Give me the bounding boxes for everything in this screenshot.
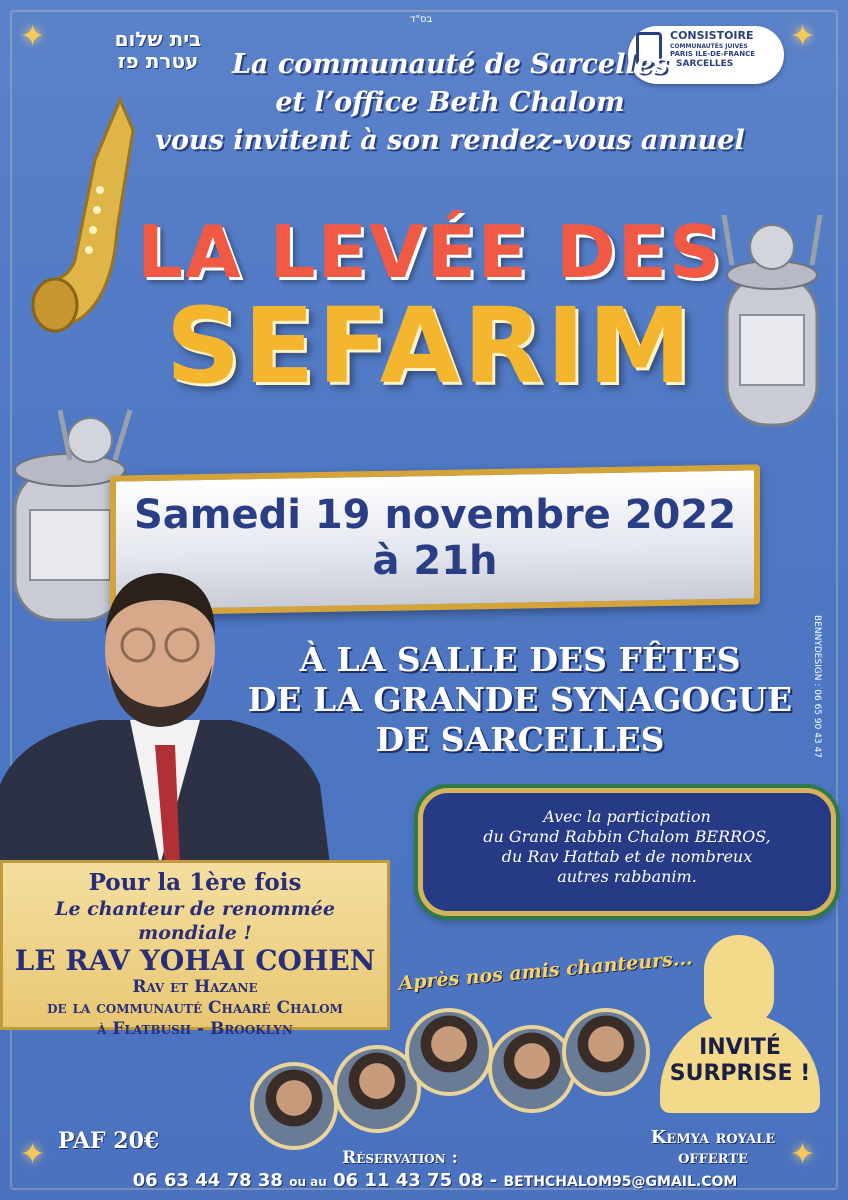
reservation-contacts <box>110 1170 760 1191</box>
singer-box <box>0 860 390 1039</box>
singer-photo <box>405 1008 493 1096</box>
surprise-guest-silhouette <box>650 935 830 1125</box>
or-text: ou au <box>289 1175 327 1189</box>
reservation-label: Réservation : <box>342 1148 458 1168</box>
singer-line-5: de la communauté Chaaré Chalom <box>47 998 343 1018</box>
title-line-1: LA LEVÉE DES <box>137 210 723 294</box>
intro-line-3: vous invitent à son rendez-vous annuel <box>155 125 745 156</box>
friends-label: Après nos amis chanteurs... <box>397 947 694 995</box>
logo-text-2: COMMUNAUTÉS JUIVES <box>670 43 748 50</box>
star-icon: ✦ <box>20 19 46 54</box>
venue-line-1: À LA SALLE DES FÊTES <box>299 640 741 679</box>
singer-photo <box>562 1008 650 1096</box>
singer-line-1: Pour la 1ère fois <box>88 869 302 896</box>
star-icon: ✦ <box>20 1137 46 1172</box>
phone-2[interactable]: 06 11 43 75 08 <box>333 1170 484 1191</box>
intro-line-1: La communauté de Sarcelles <box>231 49 669 80</box>
hebrew-line-2: עטרת פז <box>117 49 199 73</box>
invitation-text <box>150 46 750 160</box>
participation-box <box>418 788 836 916</box>
kemya-line-2: offerte <box>678 1147 748 1168</box>
entry-price: PAF 20€ <box>58 1128 160 1154</box>
separator: - <box>489 1170 498 1191</box>
silhouette-head <box>704 935 774 1025</box>
surprise-guest-text <box>650 1035 830 1087</box>
date-line-1: Samedi 19 novembre 2022 <box>133 492 737 538</box>
logo-text-4: SARCELLES <box>676 59 734 69</box>
guest-line-1: INVITÉ <box>699 1035 781 1060</box>
date-line-2: à 21h <box>372 538 498 584</box>
bsd-mark: בס"ד <box>410 14 433 25</box>
singer-photo <box>250 1062 338 1150</box>
designer-credit: BENNYDESIGN : 06 65 90 43 47 <box>812 615 822 758</box>
star-icon: ✦ <box>790 1137 816 1172</box>
participation-line-1: Avec la participation <box>543 807 711 826</box>
logo-text-3: PARIS ILE-DE-FRANCE <box>670 50 755 58</box>
logo-text-1: CONSISTOIRE <box>670 29 754 42</box>
title-line-2: SEFARIM <box>165 285 695 407</box>
singer-line-2: Le chanteur de renommée mondiale ! <box>55 898 335 944</box>
hebrew-line-1: בית שלום <box>114 27 202 51</box>
singer-photo <box>488 1025 576 1113</box>
participation-line-2: du Grand Rabbin Chalom BERROS, <box>483 827 771 846</box>
singer-line-4: Rav et Hazane <box>132 977 258 997</box>
singer-line-6: à Flatbush - Brooklyn <box>97 1019 293 1039</box>
star-icon: ✦ <box>790 19 816 54</box>
venue-line-3: DE SARCELLES <box>375 720 665 759</box>
venue-line-2: DE LA GRANDE SYNAGOGUE <box>247 680 793 719</box>
guest-line-2: SURPRISE ! <box>669 1061 811 1086</box>
singer-name: LE RAV YOHAI COHEN <box>14 944 376 977</box>
participation-line-4: autres rabbanim. <box>557 867 697 886</box>
participation-line-3: du Rav Hattab et de nombreux <box>501 847 753 866</box>
rabbi-portrait <box>0 545 330 865</box>
kemya-line-1: Kemya royale <box>650 1127 776 1148</box>
email-link[interactable]: BETHCHALOM95@GMAIL.COM <box>503 1174 738 1190</box>
phone-1[interactable]: 06 63 44 78 38 <box>132 1170 283 1191</box>
intro-line-2: et l’office Beth Chalom <box>275 87 625 118</box>
